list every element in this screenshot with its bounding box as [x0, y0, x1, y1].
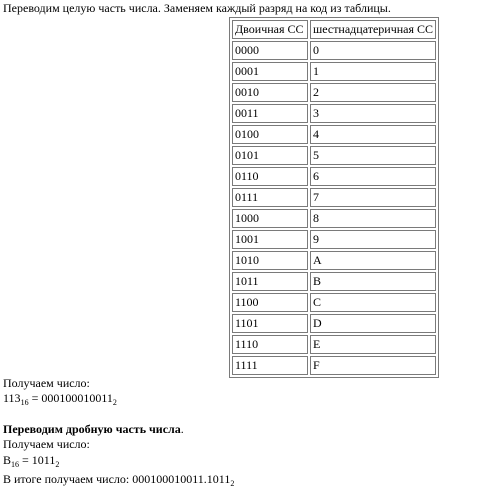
table-header-row: [232, 20, 436, 39]
binary-cell: 0100: [232, 125, 308, 144]
fraction-lhs-base: 16: [11, 460, 20, 469]
binary-cell: 0010: [232, 83, 308, 102]
fraction-lhs: B: [3, 453, 12, 467]
hex-cell: A: [310, 251, 436, 270]
hex-cell: D: [310, 314, 436, 333]
hex-cell: 2: [310, 83, 436, 102]
binary-cell: 1111: [232, 356, 308, 375]
table-row: [232, 251, 436, 270]
fraction-heading-suffix: .: [180, 422, 184, 436]
binary-cell: 0111: [232, 188, 308, 207]
hex-cell: 3: [310, 104, 436, 123]
integer-result-equation: [3, 391, 117, 405]
binary-cell: 1101: [232, 314, 308, 333]
binary-cell: 1000: [232, 209, 308, 228]
table-row: [232, 293, 436, 312]
fraction-result-equation: [3, 453, 59, 467]
hex-cell: 0: [310, 41, 436, 60]
fraction-equals: =: [19, 453, 32, 467]
hex-cell: C: [310, 293, 436, 312]
binary-cell: 0001: [232, 62, 308, 81]
hex-cell: 6: [310, 167, 436, 186]
table-row: [232, 209, 436, 228]
binary-cell: 0000: [232, 41, 308, 60]
binary-cell: 0110: [232, 167, 308, 186]
binary-cell: 1100: [232, 293, 308, 312]
table-row: [232, 83, 436, 102]
integer-rhs: 000100010011: [41, 391, 113, 405]
header-binary: Двоичная СС: [232, 20, 308, 39]
table-row: [232, 335, 436, 354]
fraction-rhs: 1011: [31, 453, 56, 467]
fraction-heading: Переводим дробную часть числа: [3, 422, 181, 436]
table-row: [232, 125, 436, 144]
hex-cell: F: [310, 356, 436, 375]
table-row: [232, 41, 436, 60]
intro-text: Переводим целую часть числа. Заменяем каждый разряд на код из таблицы.: [3, 1, 391, 15]
conversion-table: [229, 17, 439, 378]
table-row: [232, 356, 436, 375]
binary-cell: 1110: [232, 335, 308, 354]
hex-cell: 7: [310, 188, 436, 207]
hex-cell: 4: [310, 125, 436, 144]
integer-equals: =: [28, 391, 42, 405]
hex-cell: E: [310, 335, 436, 354]
table-row: [232, 230, 436, 249]
binary-cell: 0101: [232, 146, 308, 165]
hex-cell: B: [310, 272, 436, 291]
final-result: [3, 472, 234, 486]
hex-cell: 5: [310, 146, 436, 165]
table-row: [232, 146, 436, 165]
table-row: [232, 104, 436, 123]
binary-cell: 1011: [232, 272, 308, 291]
table-row: [232, 188, 436, 207]
binary-cell: 1010: [232, 251, 308, 270]
integer-result-label: Получаем число:: [3, 376, 90, 390]
header-hex: шестнадцатеричная СС: [310, 20, 436, 39]
binary-cell: 0011: [232, 104, 308, 123]
table-row: [232, 314, 436, 333]
table-row: [232, 272, 436, 291]
final-base: 2: [230, 479, 235, 488]
final-text: В итоге получаем число:: [3, 472, 133, 486]
integer-lhs-base: 16: [20, 398, 29, 407]
hex-cell: 1: [310, 62, 436, 81]
fraction-result-label: Получаем число:: [3, 437, 90, 451]
binary-cell: 1001: [232, 230, 308, 249]
final-value: 000100010011.1011: [132, 472, 231, 486]
table-row: [232, 167, 436, 186]
fraction-rhs-base: 2: [55, 460, 60, 469]
integer-rhs-base: 2: [112, 398, 117, 407]
table-row: [232, 62, 436, 81]
hex-cell: 9: [310, 230, 436, 249]
fraction-heading-line: [3, 422, 184, 436]
integer-lhs: 113: [3, 391, 21, 405]
hex-cell: 8: [310, 209, 436, 228]
